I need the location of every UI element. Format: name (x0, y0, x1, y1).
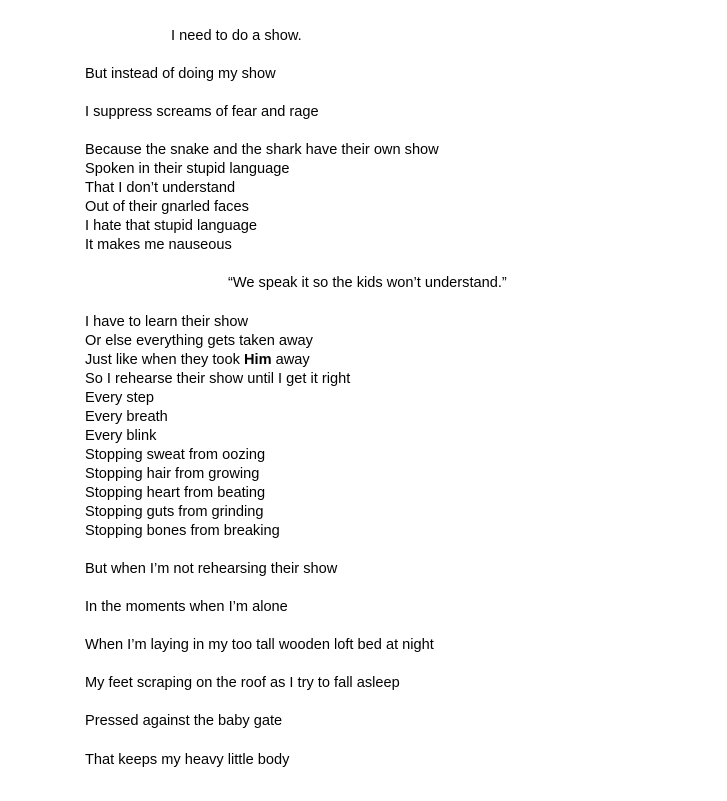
poem-line: Stopping hair from growing (85, 466, 260, 482)
quoted-line: “We speak it so the kids won’t understand.” (228, 275, 507, 291)
line-text-before: Just like when they took (85, 352, 244, 368)
poem-line: Every blink (85, 428, 157, 444)
poem-line: In the moments when I’m alone (85, 599, 288, 615)
poem-line (85, 351, 310, 370)
poem-line: It makes me nauseous (85, 237, 232, 253)
poem-line: Every step (85, 390, 154, 406)
poem-line: I suppress screams of fear and rage (85, 104, 319, 120)
poem-line: I have to learn their show (85, 314, 249, 330)
poem-line: My feet scraping on the roof as I try to fall asleep (85, 675, 400, 691)
poem-line: Because the snake and the shark have their own show (85, 142, 439, 158)
line-text-after: away (271, 352, 310, 368)
poem-line: So I rehearse their show until I get it right (85, 371, 351, 387)
poem-line: But when I’m not rehearsing their show (85, 561, 338, 577)
poem-line: Spoken in their stupid language (85, 161, 290, 177)
poem-line: Out of their gnarled faces (85, 199, 249, 215)
poem-line: Stopping heart from beating (85, 485, 266, 501)
poem-line: Stopping bones from breaking (85, 523, 280, 539)
bold-him: Him (244, 352, 272, 368)
poem-line: I need to do a show. (171, 28, 302, 44)
poem-line: Stopping sweat from oozing (85, 447, 266, 463)
poem-line: But instead of doing my show (85, 66, 276, 82)
poem-line: When I’m laying in my too tall wooden loft bed at night (85, 637, 434, 653)
poem-line: I hate that stupid language (85, 218, 258, 234)
poem-line: Or else everything gets taken away (85, 333, 313, 349)
poem-line: Every breath (85, 409, 168, 425)
poem-line: That I don’t understand (85, 180, 236, 196)
poem-line: Stopping guts from grinding (85, 504, 264, 520)
poem-line: Pressed against the baby gate (85, 713, 283, 729)
poem-line: That keeps my heavy little body (85, 752, 290, 768)
